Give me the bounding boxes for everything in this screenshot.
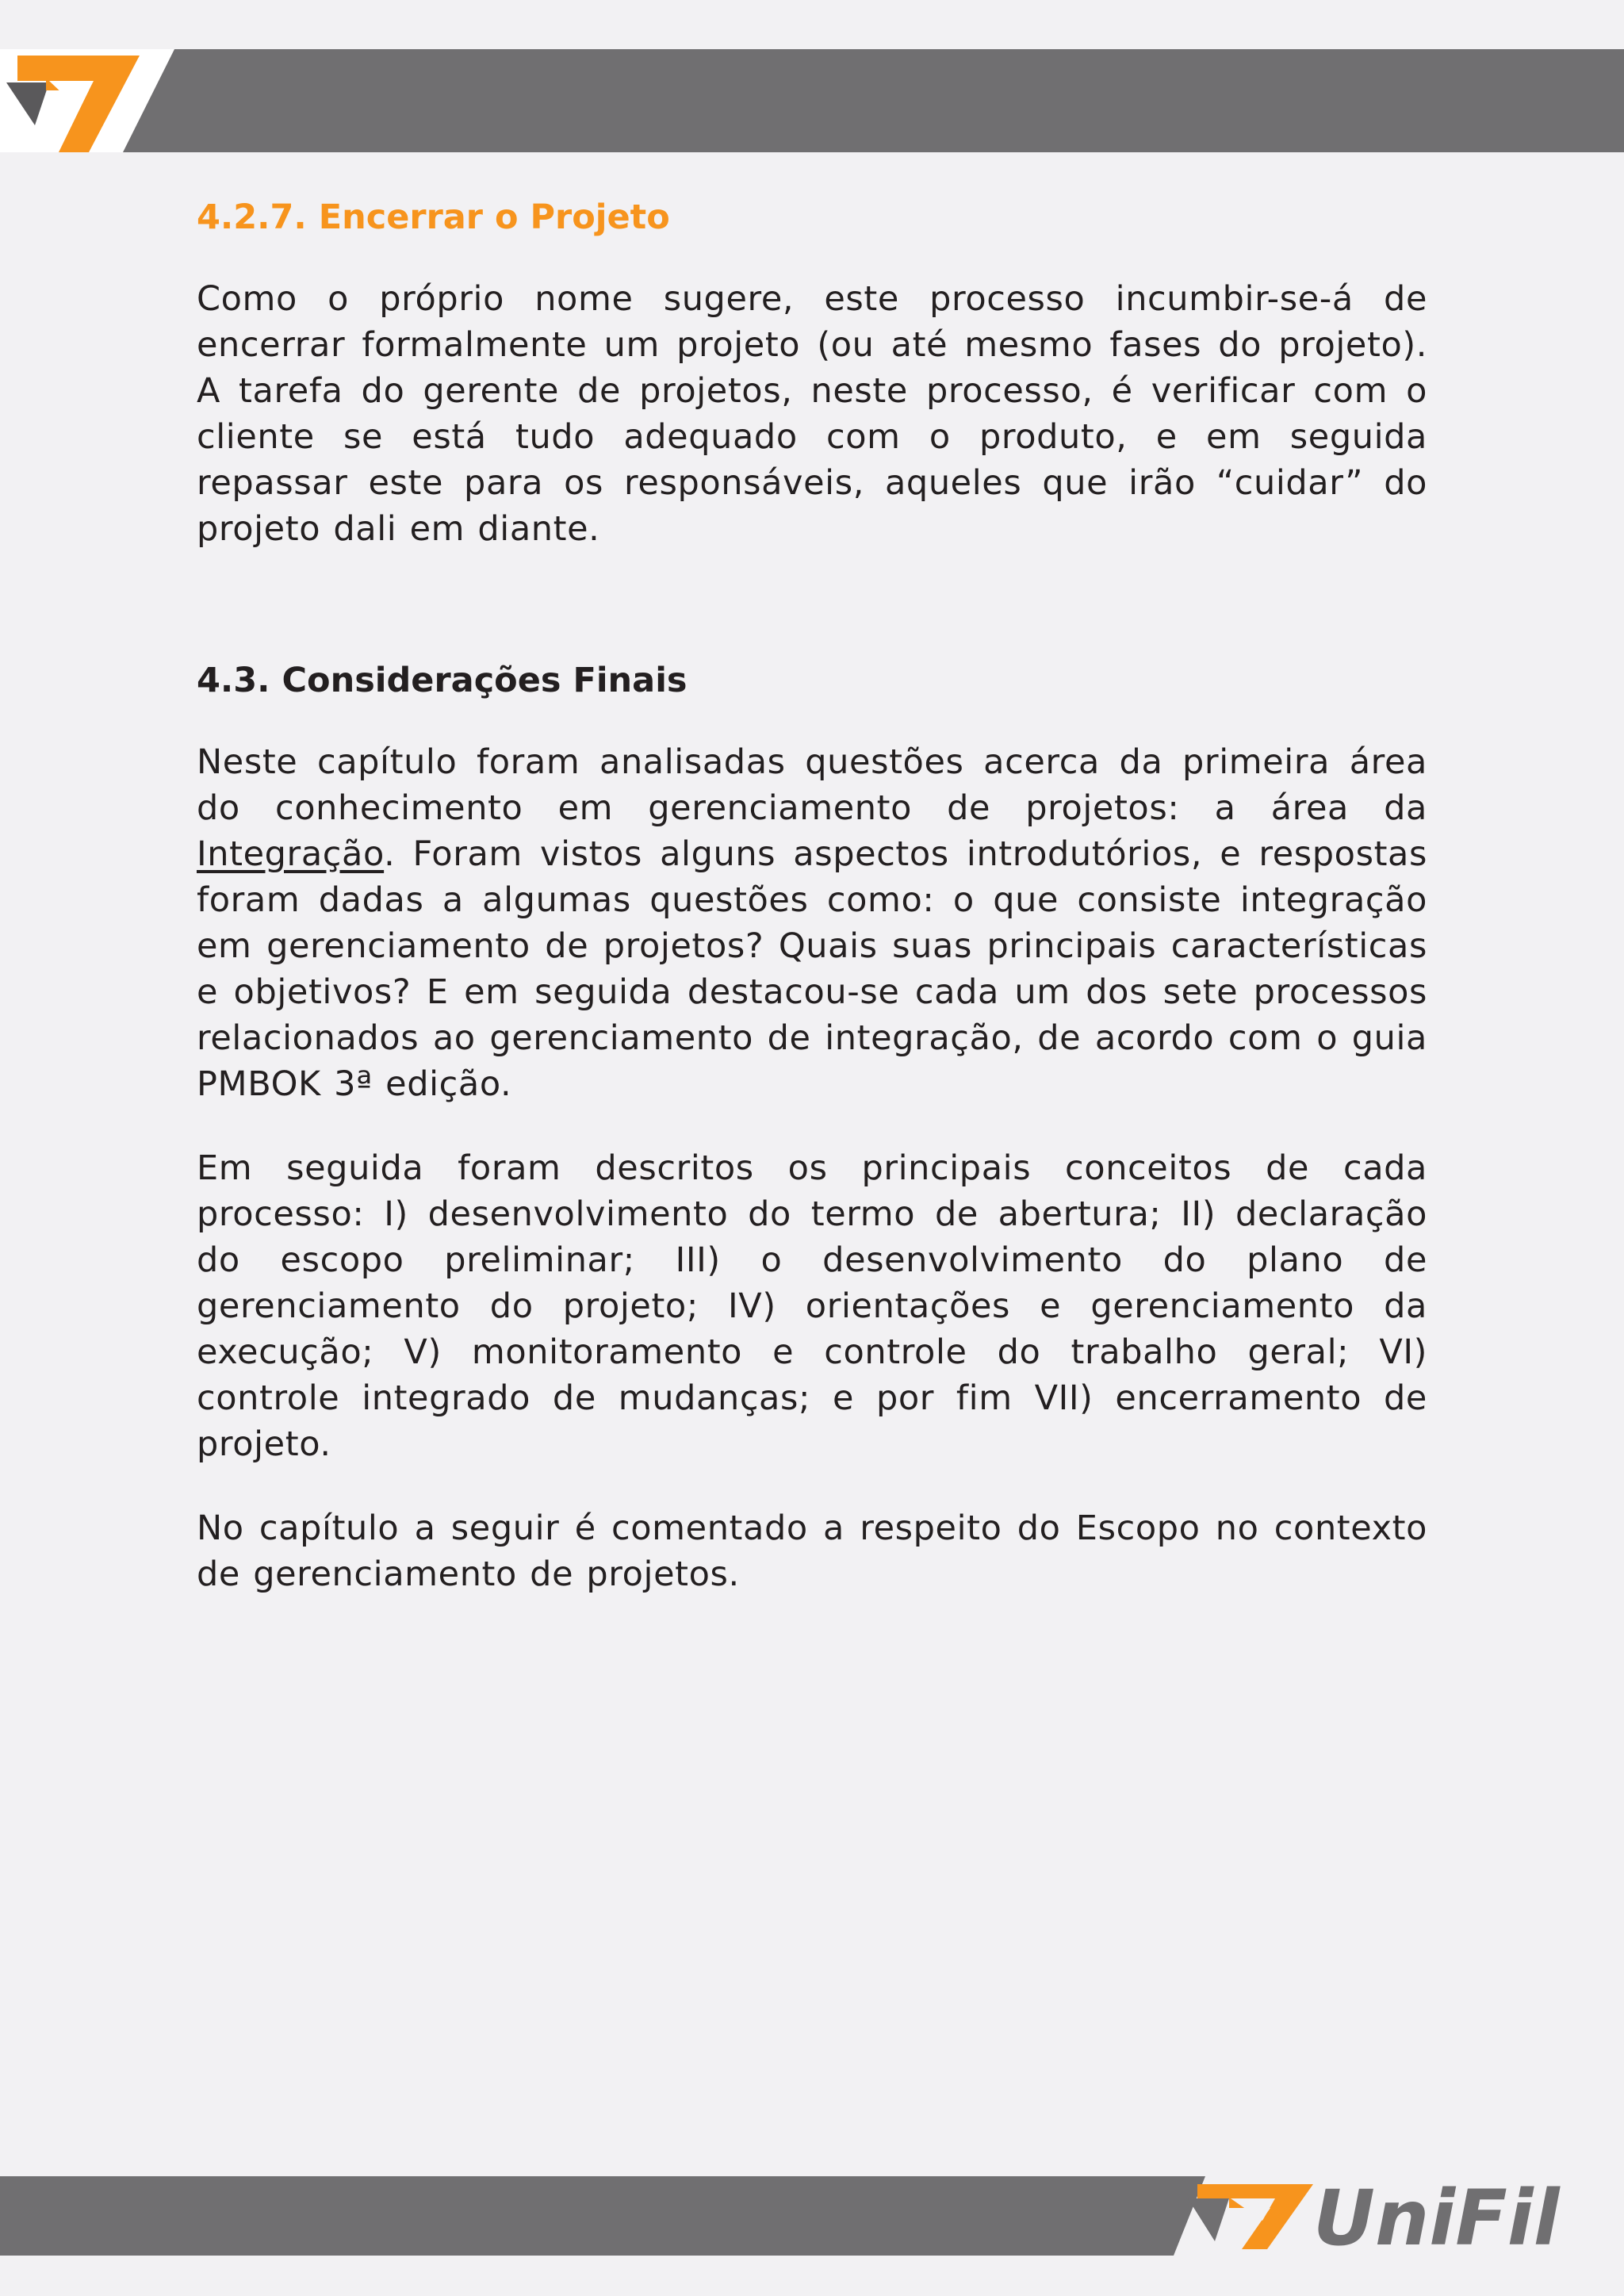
paragraph-consideracoes-1-start: Neste capítulo foram analisadas questões acerca da primeira área do conhecimento em gerenciamento de projetos: a área da bbox=[197, 742, 1427, 828]
document-body bbox=[197, 194, 1427, 1597]
section-heading-encerrar-projeto: 4.2.7. Encerrar o Projeto bbox=[197, 197, 670, 237]
section-heading-consideracoes-finais: 4.3. Considerações Finais bbox=[197, 661, 688, 700]
paragraph-consideracoes-1-end: . Foram vistos alguns aspectos introdutórios, e respostas foram dadas a algumas questões como: o que consiste integração em gerenciamento de projetos? Quais suas principais características e objetivos? E em seguida destacou-se cada um dos sete processos relacionados ao gerenciamento de integração, de acordo com o guia PMBOK 3ª edição. bbox=[197, 834, 1427, 1104]
paragraph-consideracoes-1 bbox=[197, 739, 1427, 1107]
header-bar bbox=[0, 49, 1624, 152]
paragraph-consideracoes-2: Em seguida foram descritos os principais conceitos de cada processo: I) desenvolvimento do termo de abertura; II) declaração do escopo preliminar; III) o desenvolvimento do plano de gerenciamento do projeto; IV) orientações e gerenciamento da execução; V) monitoramento e controle do trabalho geral; VI) controle integrado de mudanças; e por fim VII) encerramento de projeto. bbox=[197, 1148, 1427, 1464]
header-logo bbox=[0, 49, 190, 152]
unifil-logo bbox=[1174, 2176, 1624, 2256]
integracao-link[interactable]: Integração bbox=[197, 834, 385, 874]
paragraph-consideracoes-3: No capítulo a seguir é comentado a respeito do Escopo no contexto de gerenciamento de projetos. bbox=[197, 1508, 1427, 1594]
footer-brand-text: UniFil bbox=[1313, 2176, 1560, 2256]
paragraph-encerrar-projeto: Como o próprio nome sugere, este processo incumbir-se-á de encerrar formalmente um projeto (ou até mesmo fases do projeto). A tarefa do gerente de projetos, neste processo, é verificar com o cliente se está tudo adequado com o produto, e em seguida repassar este para os responsáveis, aqueles que irão “cuidar” do projeto dali em diante. bbox=[197, 279, 1427, 549]
